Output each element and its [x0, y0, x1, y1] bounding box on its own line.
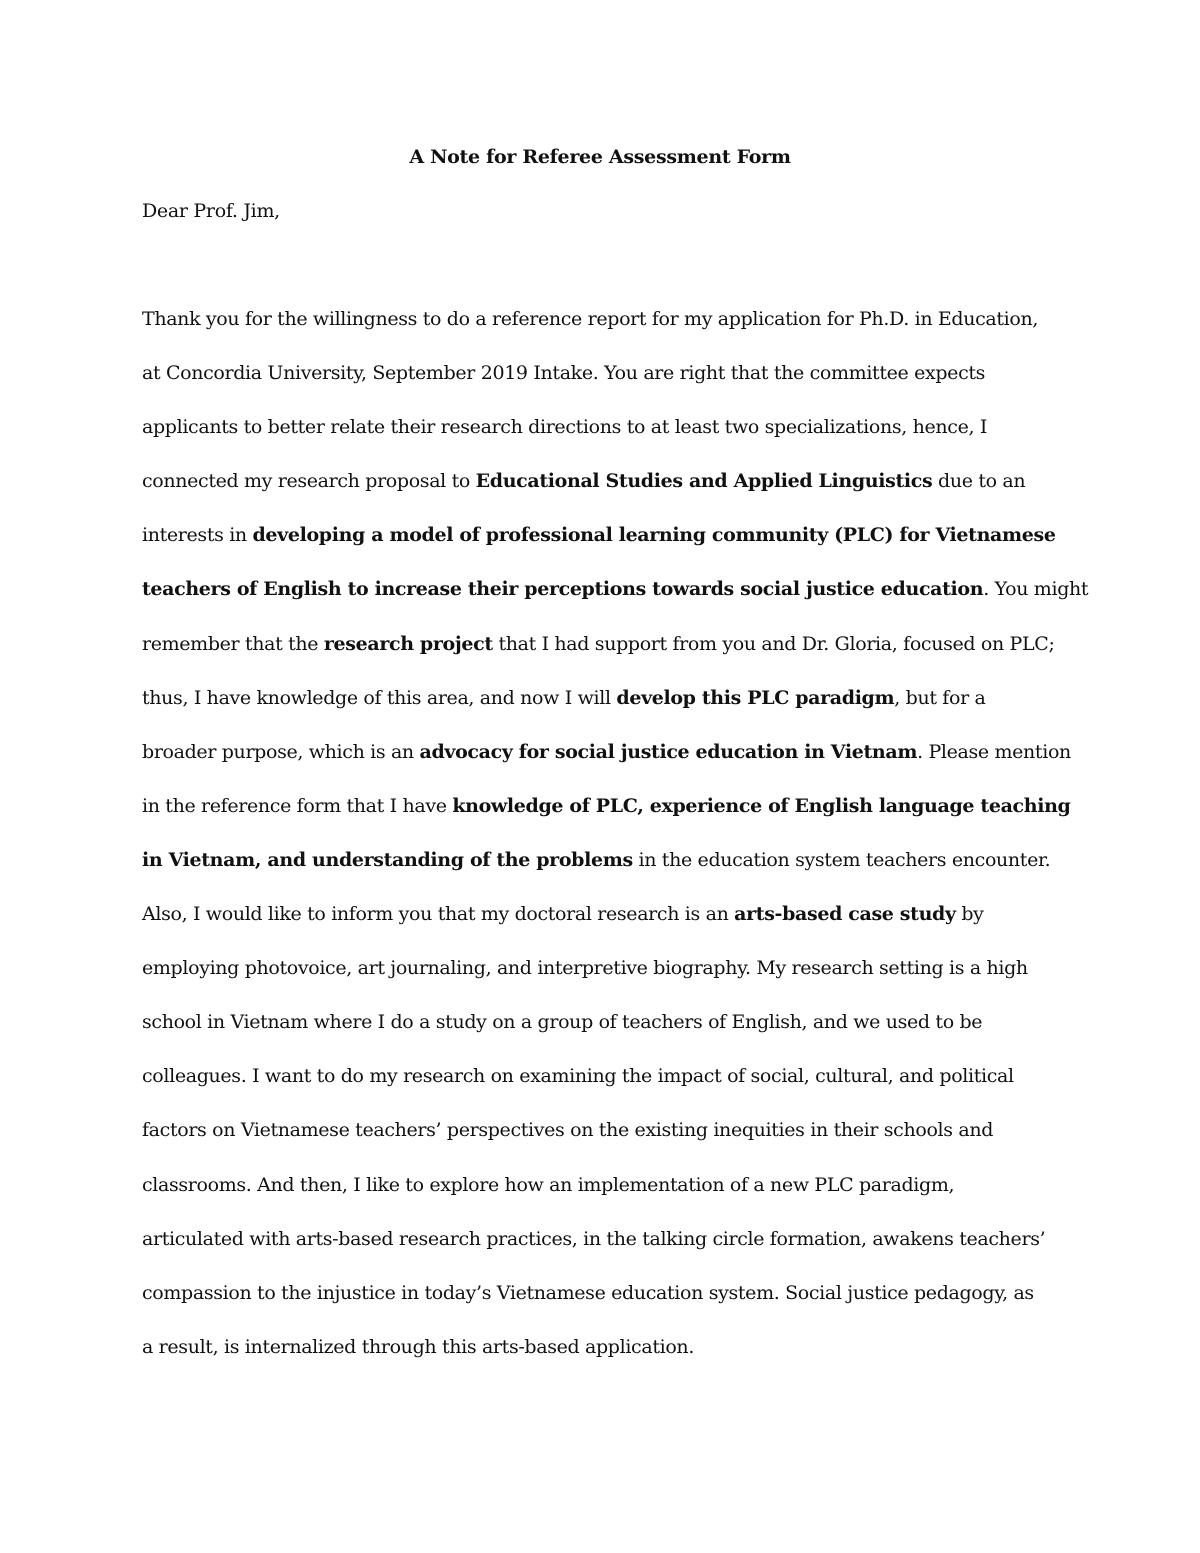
body-line — [142, 305, 1072, 359]
body-line — [142, 1279, 1072, 1333]
body-line — [142, 521, 1072, 575]
body-line — [142, 1062, 1072, 1116]
body-line — [142, 575, 1089, 629]
body-line — [142, 467, 1072, 521]
body-text: applicants to better relate their research directions to at least two specializations, hence, I — [142, 416, 988, 439]
body-line — [142, 1333, 1072, 1387]
body-line — [142, 630, 1072, 684]
body-text: broader purpose, which is an — [142, 740, 420, 763]
bold-text: Educational Studies and Applied Linguistics — [475, 470, 933, 493]
body-text: . Please mention — [917, 740, 1071, 763]
bold-text: teachers of English to increase their perceptions towards social justice education — [142, 578, 984, 601]
body-line — [142, 1008, 1072, 1062]
body-text: in the education system teachers encounter. — [632, 848, 1051, 871]
bold-text: develop this PLC paradigm — [616, 686, 895, 709]
body-line — [142, 1171, 1072, 1225]
body-text: a result, is internalized through this arts-based application. — [142, 1335, 695, 1358]
body-paragraph — [142, 305, 1089, 1387]
bold-text: research project — [323, 632, 493, 655]
body-line — [142, 954, 1072, 1008]
body-line — [142, 359, 1072, 413]
body-text: compassion to the injustice in today’s Vietnamese education system. Social justice pedagogy, as — [142, 1281, 1034, 1304]
body-text: factors on Vietnamese teachers’ perspectives on the existing inequities in their schools and — [142, 1119, 994, 1142]
salutation: Dear Prof. Jim, — [142, 200, 280, 222]
body-line — [142, 738, 1072, 792]
bold-text: in Vietnam, and understanding of the problems — [142, 848, 633, 871]
body-text: . You might — [983, 578, 1089, 601]
document-title: A Note for Referee Assessment Form — [409, 146, 791, 168]
body-line — [142, 413, 1072, 467]
body-text: articulated with arts-based research practices, in the talking circle formation, awakens teachers’ — [142, 1227, 1046, 1250]
body-line — [142, 846, 1072, 900]
body-text: that I had support from you and Dr. Gloria, focused on PLC; — [492, 632, 1055, 655]
body-line — [142, 1116, 1072, 1170]
body-line — [142, 684, 1072, 738]
bold-text: arts-based case study — [734, 903, 956, 926]
body-text: by — [955, 903, 984, 926]
body-text: at Concordia University, September 2019 Intake. You are right that the committee expects — [142, 362, 986, 385]
body-text: Thank you for the willingness to do a reference report for my application for Ph.D. in Education, — [142, 308, 1039, 330]
body-line — [142, 900, 1072, 954]
body-text: remember that the — [142, 632, 324, 655]
body-text: due to an — [932, 470, 1026, 493]
body-text: employing photovoice, art journaling, and interpretive biography. My research setting is a high — [142, 957, 1028, 980]
body-text: in the reference form that I have — [142, 794, 453, 817]
body-text: connected my research proposal to — [142, 470, 476, 493]
bold-text: developing a model of professional learning community (PLC) for Vietnamese — [252, 524, 1056, 547]
body-text: , but for a — [894, 686, 986, 709]
body-text: colleagues. I want to do my research on examining the impact of social, cultural, and political — [142, 1065, 1014, 1088]
body-line — [142, 1225, 1072, 1279]
bold-text: advocacy for social justice education in Vietnam — [419, 740, 918, 763]
body-text: thus, I have knowledge of this area, and now I will — [142, 686, 617, 709]
bold-text: knowledge of PLC, experience of English language teaching — [452, 794, 1071, 817]
body-text: classrooms. And then, I like to explore how an implementation of a new PLC paradigm, — [142, 1173, 955, 1196]
body-text: interests in — [142, 524, 253, 547]
body-text: Also, I would like to inform you that my doctoral research is an — [142, 903, 735, 926]
body-text: school in Vietnam where I do a study on a group of teachers of English, and we used to be — [142, 1011, 983, 1034]
body-line — [142, 792, 1072, 846]
